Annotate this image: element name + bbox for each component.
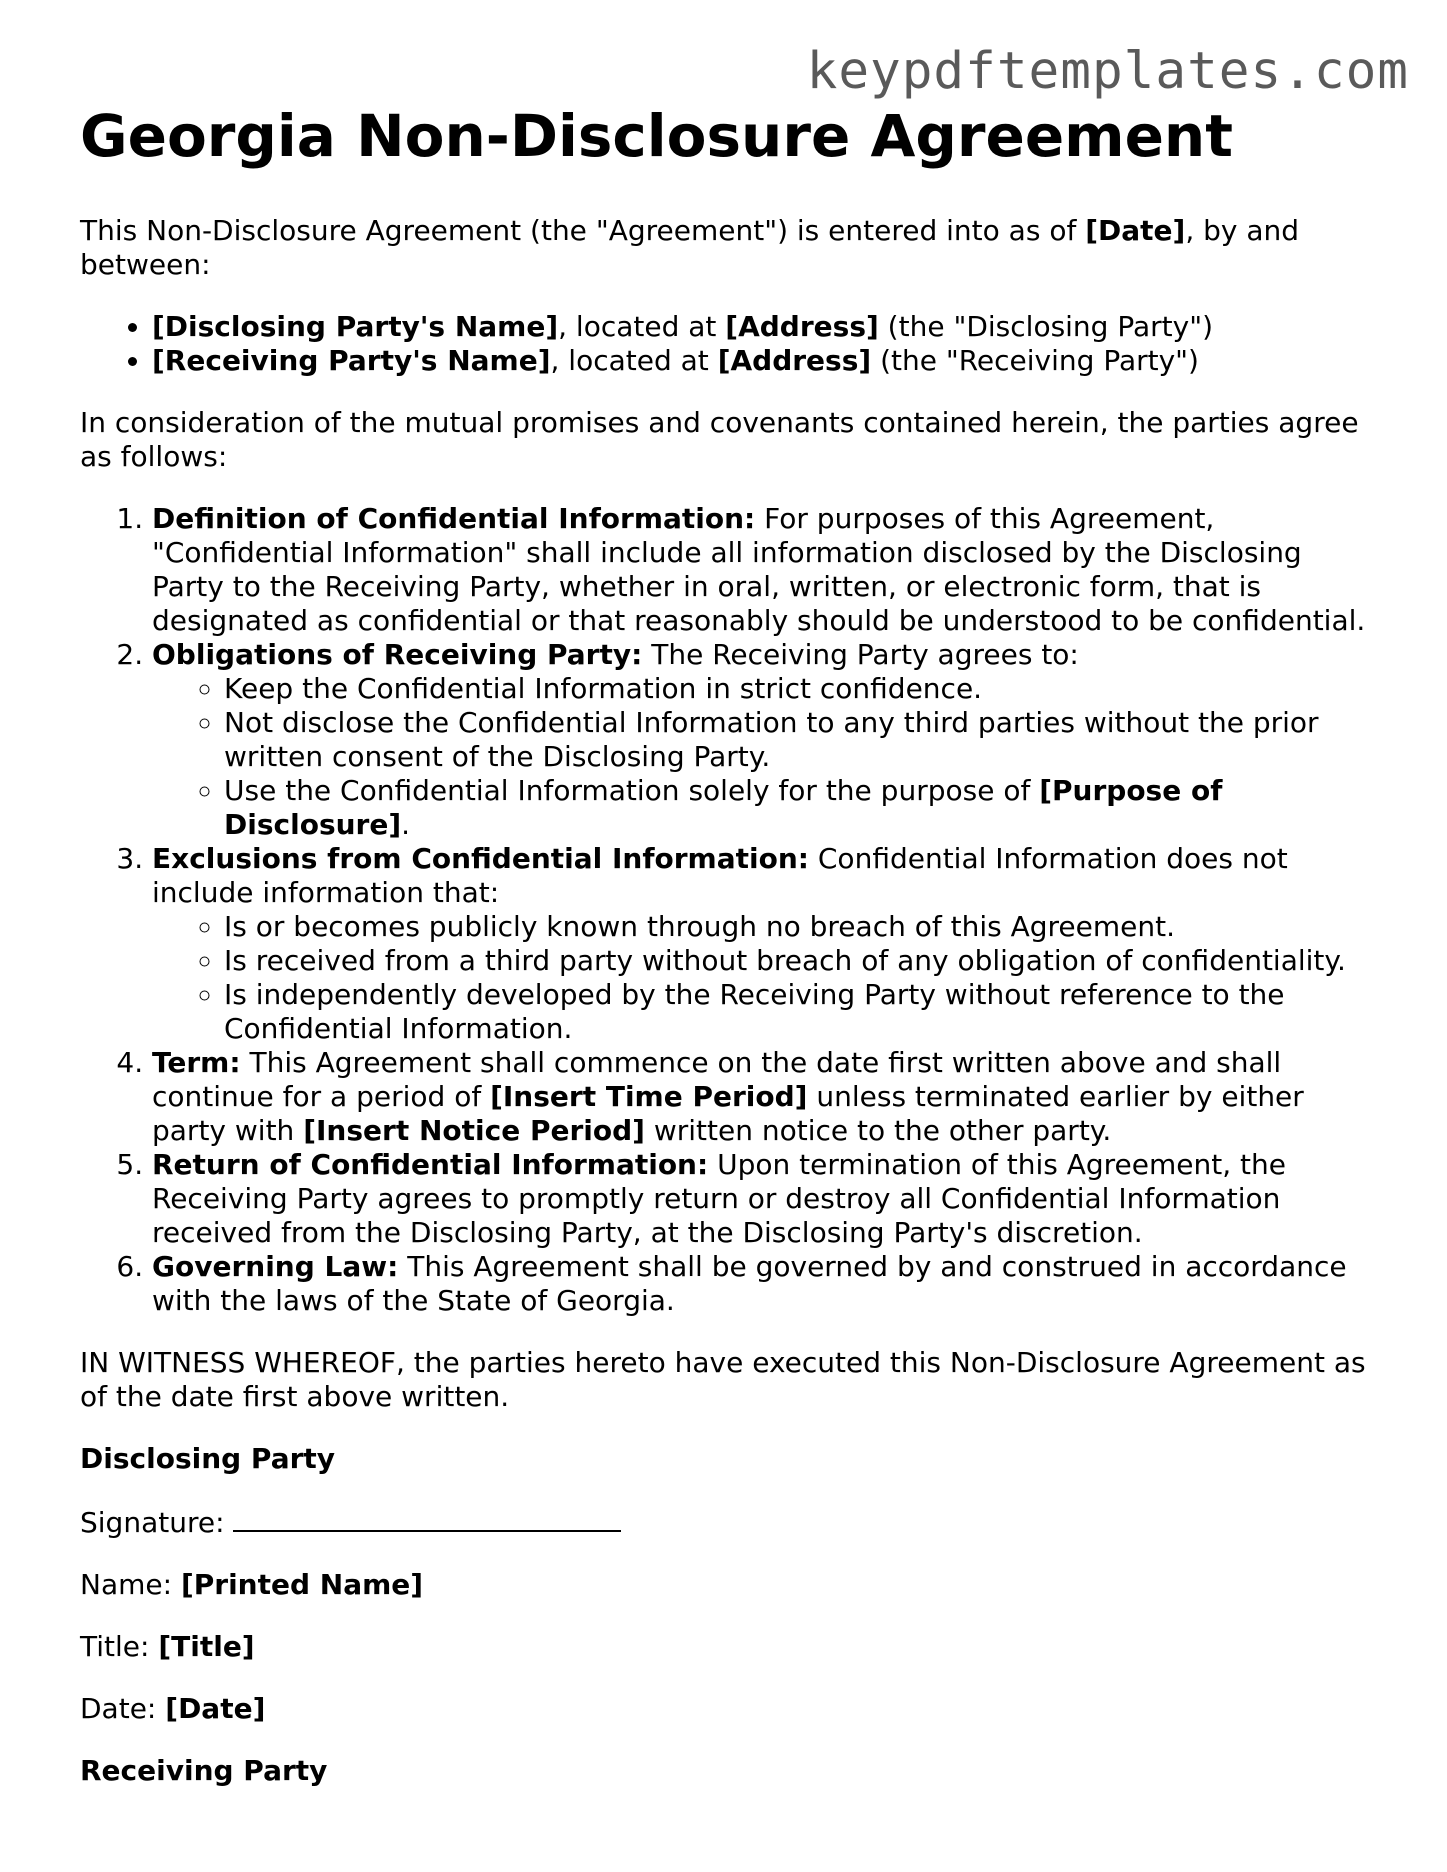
notice-period-placeholder: [Insert Notice Period] bbox=[303, 1114, 645, 1147]
document-title: Georgia Non-Disclosure Agreement bbox=[80, 102, 1233, 170]
clause-text: This Agreement shall commence on the date first written above and shall continue for a period of bbox=[152, 1046, 1282, 1113]
party-role: (the "Receiving Party") bbox=[871, 344, 1199, 377]
party-item-disclosing bbox=[152, 310, 1380, 344]
clause-text: Confidential Information does not include information that: bbox=[152, 842, 1288, 909]
clauses-list bbox=[80, 502, 1380, 1318]
party-text: , located at bbox=[550, 344, 718, 377]
clause-heading: Definition of Confidential Information: bbox=[152, 502, 756, 535]
clause-text: This Agreement shall be governed by and construed in accordance with the laws of the State of Georgia. bbox=[152, 1250, 1347, 1317]
clause-heading: Governing Law: bbox=[152, 1250, 399, 1283]
title-label: Title: bbox=[80, 1630, 159, 1663]
name-placeholder: [Printed Name] bbox=[180, 1568, 424, 1601]
date-label: Date: bbox=[80, 1692, 166, 1725]
clause-obligations bbox=[152, 638, 1380, 842]
document-body bbox=[80, 102, 1380, 1816]
sub-item: ◦ Not disclose the Confidential Information to any third parties without the prior written consent of the Disclosing Party. bbox=[224, 706, 1380, 774]
clause-heading: Term: bbox=[152, 1046, 241, 1079]
parties-list bbox=[80, 310, 1380, 378]
sub-item-text: Use the Confidential Information solely for the purpose of bbox=[224, 774, 1040, 807]
clause-definition bbox=[152, 502, 1380, 638]
title-row bbox=[80, 1630, 1380, 1664]
clause-text: unless terminated earlier by either party with bbox=[152, 1080, 1304, 1147]
clause-heading: Return of Confidential Information: bbox=[152, 1148, 709, 1181]
clause-governing-law bbox=[152, 1250, 1380, 1318]
clause-heading: Obligations of Receiving Party: bbox=[152, 638, 643, 671]
clause-heading: Exclusions from Confidential Information: bbox=[152, 842, 809, 875]
intro-text: This Non-Disclosure Agreement (the "Agreement") is entered into as of bbox=[80, 214, 1086, 247]
title-placeholder: [Title] bbox=[158, 1630, 255, 1663]
clause-return bbox=[152, 1148, 1380, 1250]
signature-row bbox=[80, 1504, 1380, 1540]
party-item-receiving bbox=[152, 344, 1380, 378]
time-period-placeholder: [Insert Time Period] bbox=[490, 1080, 808, 1113]
party-address-placeholder: [Address] bbox=[717, 344, 872, 377]
name-label: Name: bbox=[80, 1568, 181, 1601]
party-name-placeholder: [Receiving Party's Name] bbox=[152, 344, 551, 377]
clause-term bbox=[152, 1046, 1380, 1148]
signature-label: Signature: bbox=[80, 1506, 234, 1539]
clause-text: Upon termination of this Agreement, the Receiving Party agrees to promptly return or destroy all Confidential Information received from the Disclosing Party, at the Disclosing Party's discretion. bbox=[152, 1148, 1286, 1249]
receiving-party-heading bbox=[80, 1754, 1380, 1788]
sub-item: ◦ Is received from a third party without breach of any obligation of confidentiality. bbox=[224, 944, 1380, 978]
disclosing-party-heading bbox=[80, 1442, 1380, 1476]
intro-date-placeholder: [Date] bbox=[1085, 214, 1186, 247]
party-text: , located at bbox=[558, 310, 726, 343]
sub-item: ◦ Is or becomes publicly known through no breach of this Agreement. bbox=[224, 910, 1380, 944]
party-role: (the "Disclosing Party") bbox=[878, 310, 1214, 343]
clause-text: For purposes of this Agreement, "Confidential Information" shall include all information disclosed by the Disclosing Party to the Receiving Party, whether in oral, written, or electronic form, that is designated as confidential or that reasonably should be understood to be confidential. bbox=[152, 502, 1366, 637]
purpose-placeholder: [Purpose of Disclosure] bbox=[224, 774, 1223, 841]
sub-item-text-end: . bbox=[401, 808, 411, 841]
consideration-paragraph: In consideration of the mutual promises and covenants contained herein, the parties agree as follows: bbox=[80, 406, 1359, 473]
sub-item bbox=[224, 774, 1380, 842]
exclusions-sublist bbox=[152, 910, 1380, 1046]
signature-line[interactable] bbox=[233, 1504, 621, 1532]
watermark: keypdftemplates.com bbox=[806, 42, 1409, 101]
section-heading: Disclosing Party bbox=[80, 1442, 336, 1475]
party-address-placeholder: [Address] bbox=[725, 310, 879, 343]
name-row bbox=[80, 1568, 1380, 1602]
clause-exclusions bbox=[152, 842, 1380, 1046]
date-placeholder: [Date] bbox=[165, 1692, 266, 1725]
intro-paragraph bbox=[80, 214, 1380, 282]
section-heading: Receiving Party bbox=[80, 1754, 328, 1787]
clause-text: written notice to the other party. bbox=[644, 1114, 1112, 1147]
date-row bbox=[80, 1692, 1380, 1726]
clause-text: The Receiving Party agrees to: bbox=[642, 638, 1079, 671]
witness-paragraph: IN WITNESS WHEREOF, the parties hereto have executed this Non-Disclosure Agreement as of the date first above written. bbox=[80, 1346, 1366, 1413]
sub-item: ◦ Is independently developed by the Receiving Party without reference to the Confidential Information. bbox=[224, 978, 1380, 1046]
obligations-sublist bbox=[152, 672, 1380, 842]
sub-item: ◦ Keep the Confidential Information in strict confidence. bbox=[224, 672, 1380, 706]
party-name-placeholder: [Disclosing Party's Name] bbox=[152, 310, 559, 343]
intro-text-end: , by and between: bbox=[80, 214, 1300, 281]
